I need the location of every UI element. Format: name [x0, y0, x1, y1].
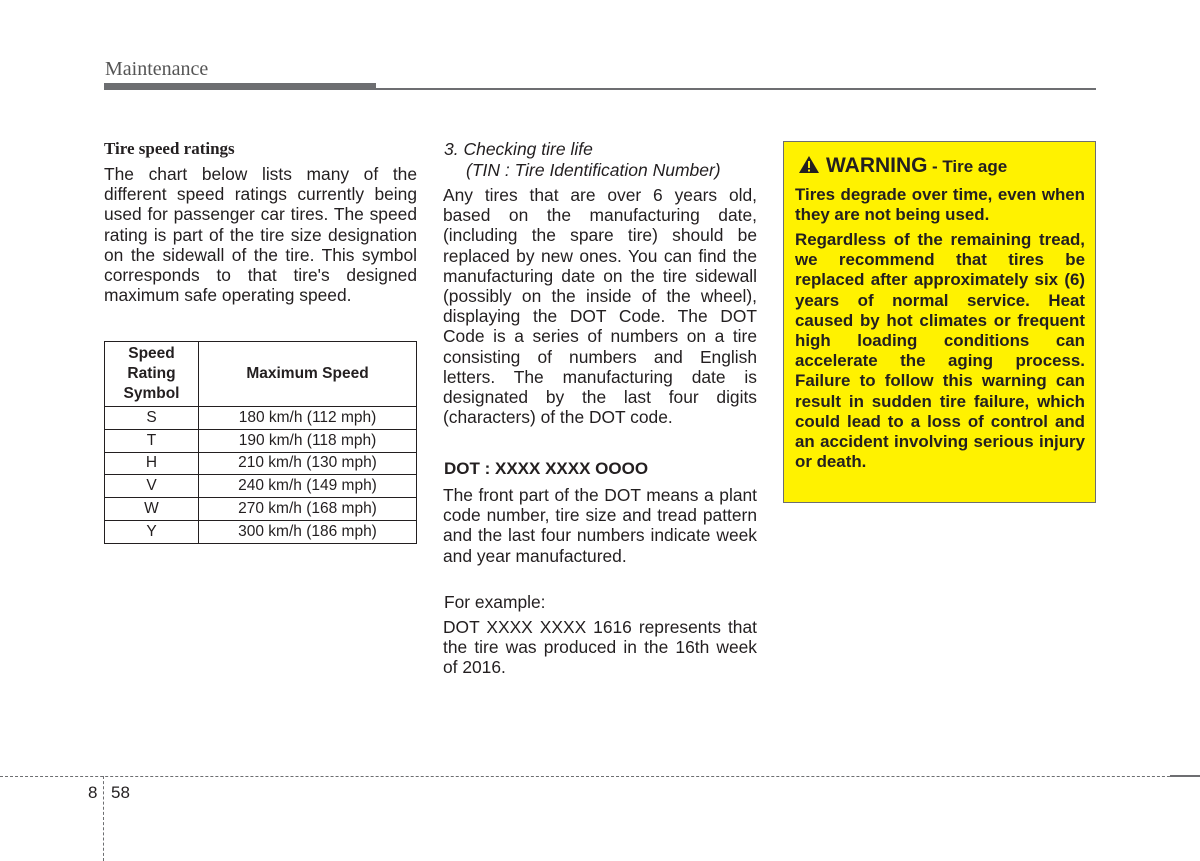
- tire-life-subtitle: (TIN : Tire Identification Number): [466, 160, 721, 180]
- table-cell-speed: 240 km/h (149 mph): [199, 475, 417, 498]
- table-cell-symbol: H: [105, 452, 199, 475]
- tire-life-title: 3. Checking tire life: [444, 139, 593, 159]
- page-number: 58: [111, 783, 130, 802]
- table-cell-symbol: W: [105, 498, 199, 521]
- header-rule-thick: [104, 83, 376, 90]
- table-header-speed: Maximum Speed: [199, 342, 417, 407]
- table-cell-symbol: S: [105, 407, 199, 430]
- header-rule-thin: [376, 88, 1096, 90]
- warning-triangle-icon: [798, 155, 820, 179]
- table-row: [105, 407, 417, 430]
- warning-topic: - Tire age: [931, 157, 1008, 176]
- warning-text-1: Tires degrade over time, even when they are not being used.: [795, 185, 1085, 225]
- chapter-number: 8: [88, 783, 98, 802]
- dot-code-heading: DOT : XXXX XXXX OOOO: [444, 459, 649, 478]
- table-cell-speed: 300 km/h (186 mph): [199, 520, 417, 543]
- speed-ratings-title: Tire speed ratings: [104, 139, 235, 158]
- section-title: Maintenance: [105, 58, 209, 80]
- warning-title: [798, 154, 1007, 179]
- table-cell-symbol: Y: [105, 520, 199, 543]
- speed-ratings-intro: The chart below lists many of the different speed ratings currently being used for passenger car tires. The speed rating is part of the tire size designation on the sidewall of the tire. This symbol corresponds to that tire's designed maximum safe operating speed.: [104, 164, 417, 306]
- table-cell-symbol: V: [105, 475, 199, 498]
- table-row: [105, 520, 417, 543]
- table-cell-symbol: T: [105, 429, 199, 452]
- table-row: [105, 452, 417, 475]
- table-header-row: [105, 342, 417, 407]
- dot-explanation: The front part of the DOT means a plant code number, tire size and tread pattern and the last four numbers indicate week and year manufactured.: [443, 485, 757, 566]
- table-row: [105, 429, 417, 452]
- table-cell-speed: 270 km/h (168 mph): [199, 498, 417, 521]
- warning-box: [783, 141, 1096, 503]
- table-row: [105, 498, 417, 521]
- table-cell-speed: 180 km/h (112 mph): [199, 407, 417, 430]
- footer-vertical-rule: [103, 776, 104, 861]
- example-text: DOT XXXX XXXX 1616 represents that the tire was produced in the 16th week of 2016.: [443, 617, 757, 678]
- warning-text-2: Regardless of the remaining tread, we recommend that tires be replaced after approximately six (6) years of normal service. Heat caused by hot climates or frequent high loading conditions can accelerate the aging process. Failure to follow this warning can result in sudden tire failure, which could lead to a loss of control and an accident involving serious injury or death.: [795, 230, 1085, 472]
- footer-rule-end: [1170, 775, 1200, 777]
- table-header-symbol: Speed Rating Symbol: [105, 342, 199, 407]
- table-row: [105, 475, 417, 498]
- speed-ratings-table: [104, 341, 417, 544]
- example-label: For example:: [444, 592, 546, 612]
- warning-label: WARNING: [826, 154, 928, 177]
- footer-dashed-rule: [0, 776, 1200, 777]
- tire-life-paragraph: Any tires that are over 6 years old, based on the manufacturing date, (including the spare tire) should be replaced by new ones. You can find the manufacturing date on the tire sidewall (possibly on the inside of the wheel), displaying the DOT Code. The DOT Code is a series of numbers on a tire consisting of numbers and English letters. The manufacturing date is designated by the last four digits (characters) of the DOT code.: [443, 185, 757, 428]
- table-cell-speed: 190 km/h (118 mph): [199, 429, 417, 452]
- table-cell-speed: 210 km/h (130 mph): [199, 452, 417, 475]
